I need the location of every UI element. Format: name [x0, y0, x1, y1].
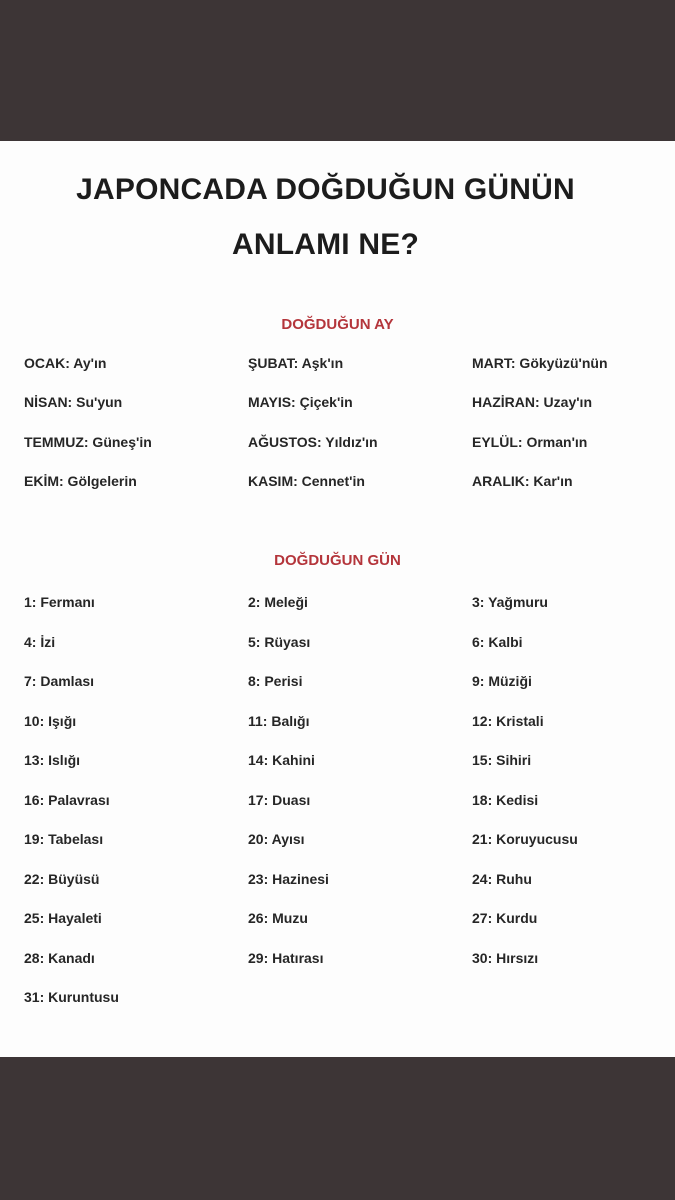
month-list-item: NİSAN: Su'yun	[24, 394, 123, 411]
day-list-item: 18: Kedisi	[472, 791, 539, 808]
day-list-item: 8: Perisi	[248, 673, 303, 689]
day-list-item: 23: Hazinesi	[248, 870, 329, 887]
month-list-item: TEMMUZ: Güneş'in	[24, 433, 152, 450]
day-list-item: 7: Damlası	[24, 673, 95, 689]
day-list-item: 14: Kahini	[248, 752, 315, 768]
day-list-item: 11: Balığı	[248, 712, 310, 729]
day-list-item: 1: Fermanı	[24, 594, 95, 610]
day-list-item: 28: Kanadı	[24, 949, 95, 966]
page-title-line-1: JAPONCADA DOĞDUĞUN GÜNÜN	[76, 173, 575, 206]
day-list-item: 15: Sihiri	[472, 752, 532, 768]
top-dark-band	[0, 0, 675, 141]
day-list-item: 3: Yağmuru	[472, 594, 548, 610]
month-list-item: EYLÜL: Orman'ın	[472, 433, 588, 450]
page-title-line-2: ANLAMI NE?	[232, 228, 419, 261]
bottom-dark-band	[0, 1057, 675, 1200]
day-list-item: 5: Rüyası	[248, 633, 311, 650]
day-list-item: 31: Kuruntusu	[24, 989, 119, 1005]
day-list-item: 21: Koruyucusu	[472, 831, 578, 847]
day-list-item: 4: İzi	[24, 633, 56, 650]
month-list-item: HAZİRAN: Uzay'ın	[472, 394, 592, 411]
day-list-item: 19: Tabelası	[24, 831, 104, 847]
day-list-item: 12: Kristali	[472, 712, 544, 729]
day-list-item: 2: Meleği	[248, 594, 308, 610]
day-list-item: 13: Islığı	[24, 752, 81, 768]
month-list-item: KASIM: Cennet'in	[248, 472, 365, 489]
day-list-item: 22: Büyüsü	[24, 870, 100, 887]
day-list-item: 16: Palavrası	[24, 791, 110, 808]
day-list-item: 26: Muzu	[248, 910, 308, 926]
day-list-item: 25: Hayaleti	[24, 910, 102, 926]
day-list-item: 6: Kalbi	[472, 633, 523, 650]
day-list-item: 29: Hatırası	[248, 949, 324, 966]
day-list-item: 17: Duası	[248, 791, 311, 808]
day-list-item: 27: Kurdu	[472, 910, 538, 926]
month-list-item: OCAK: Ay'ın	[24, 355, 107, 371]
day-list-item: 20: Ayısı	[248, 831, 305, 847]
month-list-item: ARALIK: Kar'ın	[472, 472, 573, 489]
month-list-item: AĞUSTOS: Yıldız'ın	[248, 433, 378, 450]
month-list-item: ŞUBAT: Aşk'ın	[248, 355, 344, 371]
month-list-item: MAYIS: Çiçek'in	[248, 394, 353, 411]
day-list-item: 30: Hırsızı	[472, 949, 539, 966]
day-section-heading: DOĞDUĞUN GÜN	[274, 552, 401, 569]
day-list-item: 9: Müziği	[472, 673, 532, 689]
month-list-item: MART: Gökyüzü'nün	[472, 355, 608, 371]
month-list-item: EKİM: Gölgelerin	[24, 472, 137, 489]
content-sheet	[0, 141, 675, 1057]
day-list-item: 10: Işığı	[24, 712, 77, 729]
day-list-item: 24: Ruhu	[472, 870, 532, 887]
month-section-heading: DOĞDUĞUN AY	[281, 316, 394, 333]
